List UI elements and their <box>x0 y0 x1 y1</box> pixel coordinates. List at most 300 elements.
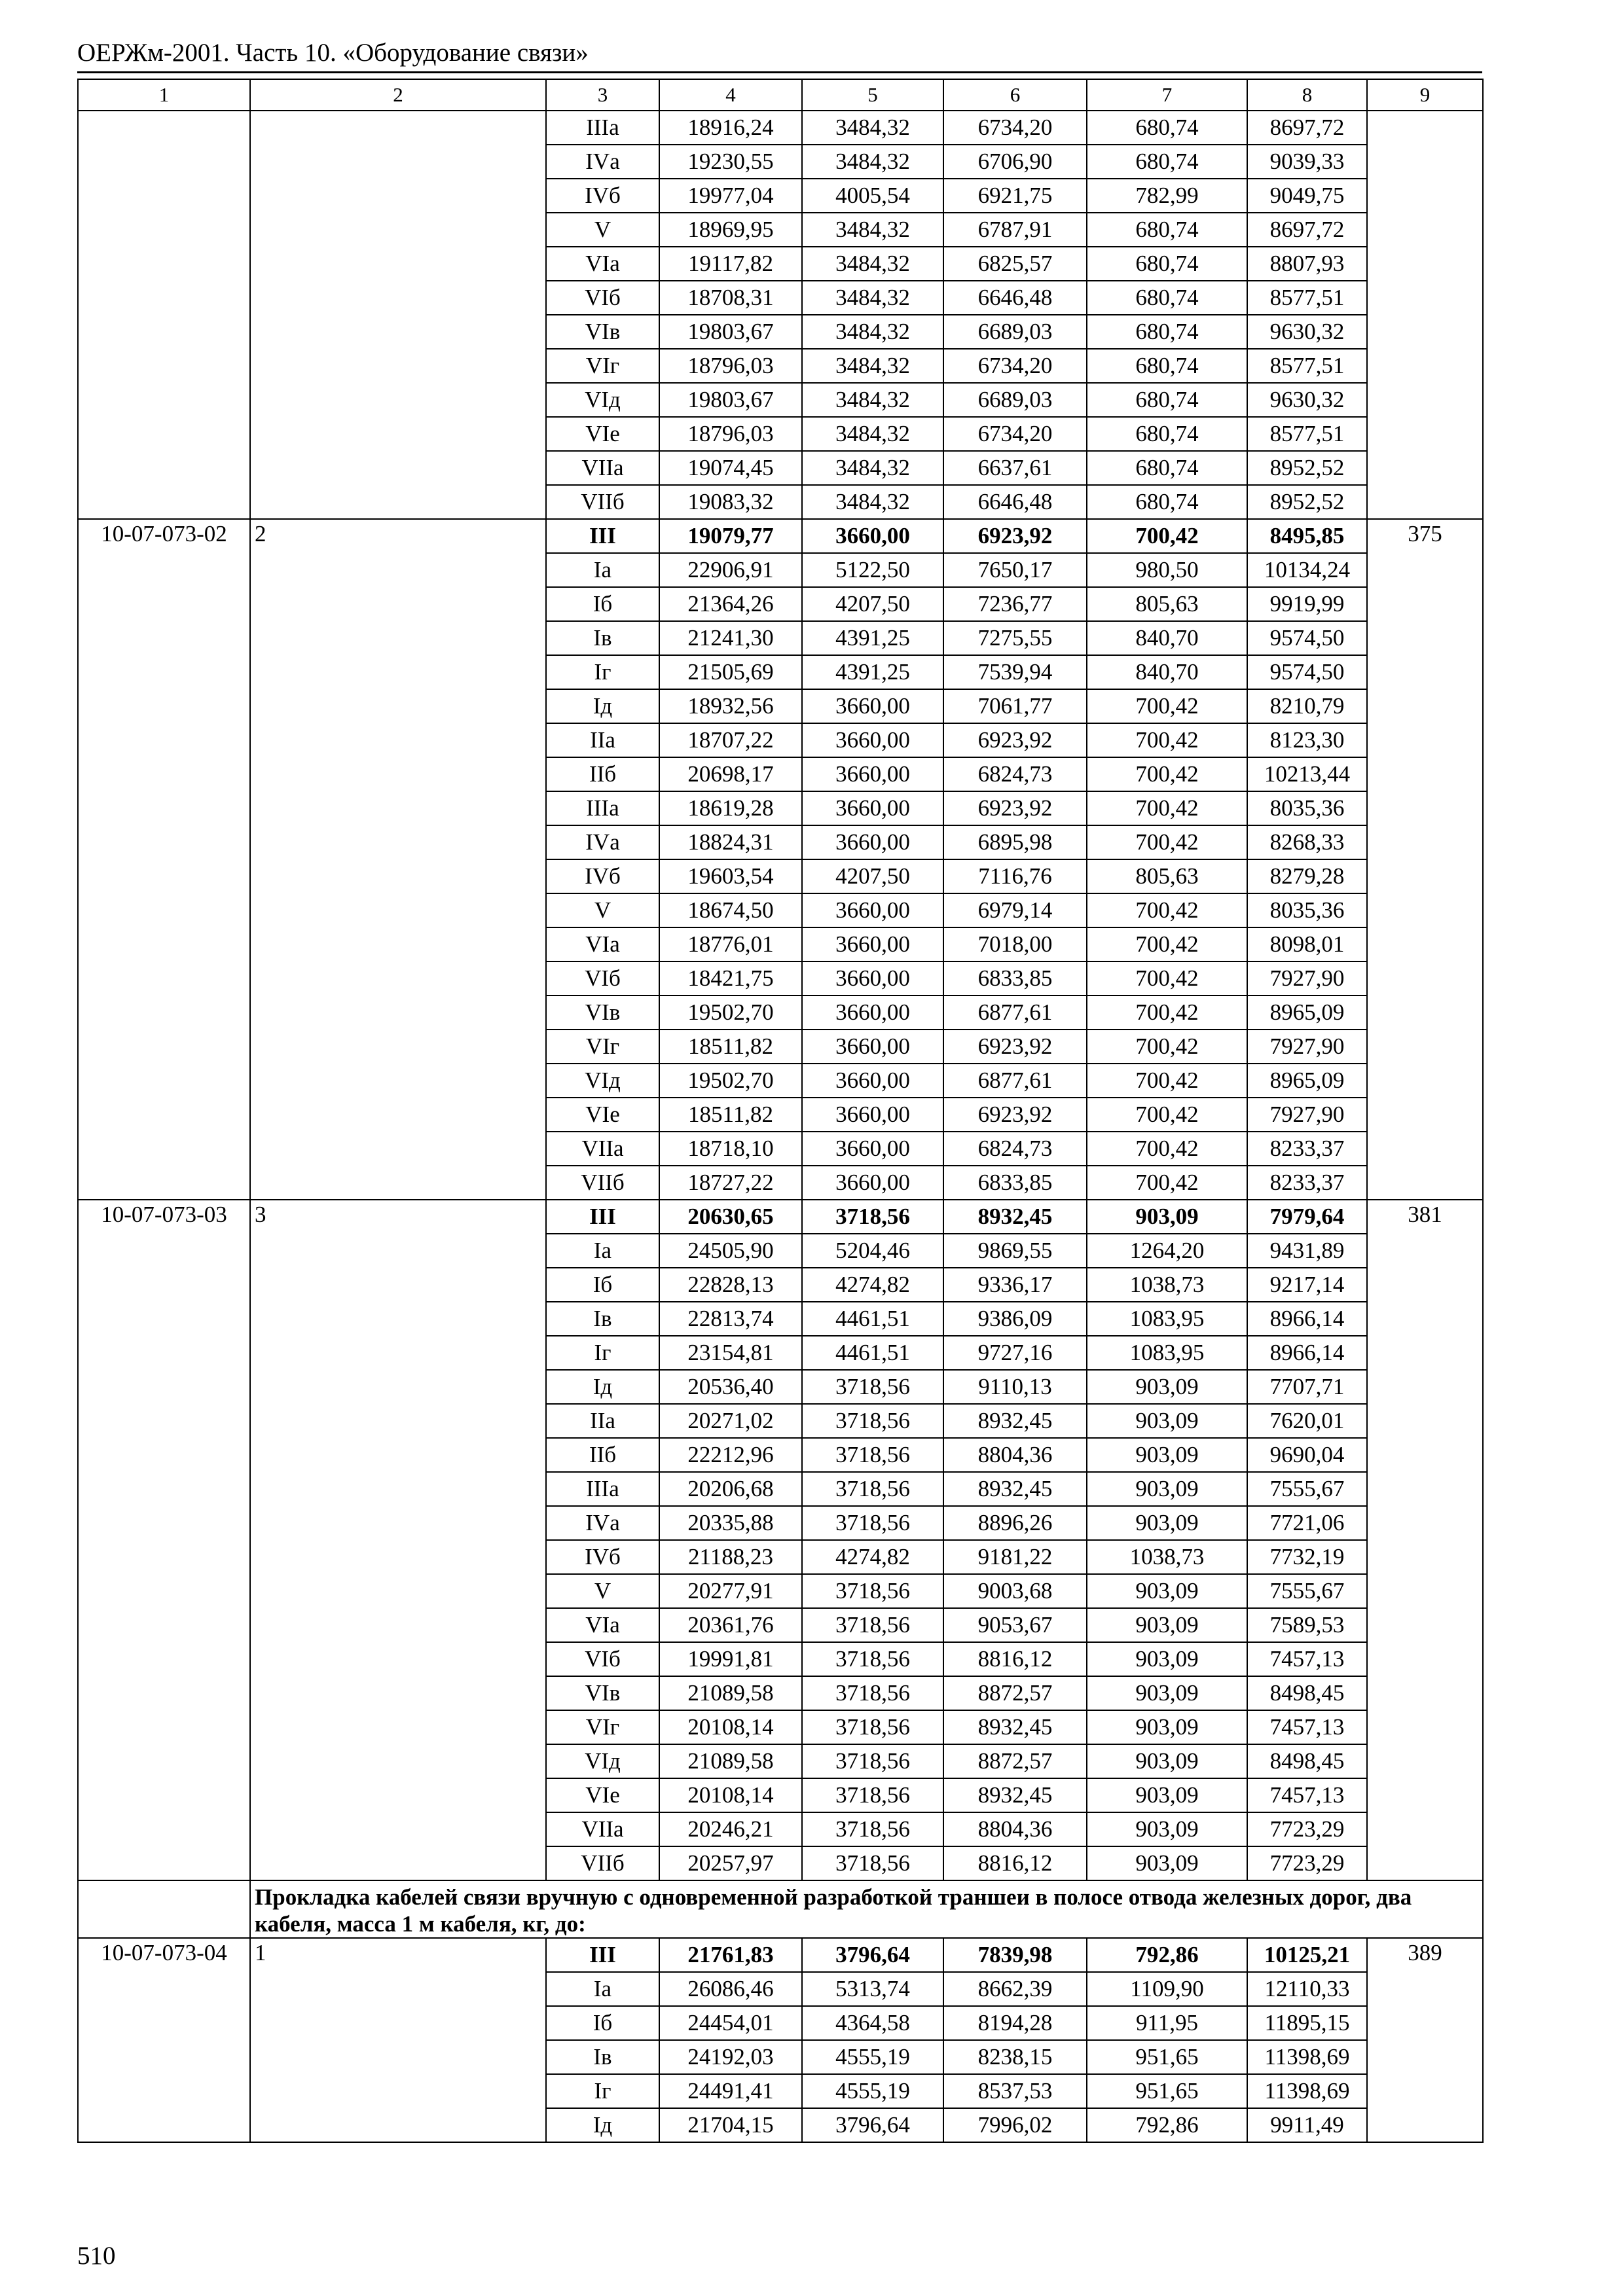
machinist-wages-cell: 700,42 <box>1087 996 1247 1030</box>
machinist-wages-cell: 700,42 <box>1087 825 1247 859</box>
zone-cell: IIIа <box>546 111 659 145</box>
total-cost-cell: 21089,58 <box>659 1744 802 1778</box>
machinist-wages-cell: 1264,20 <box>1087 1234 1247 1268</box>
machines-cell: 6921,75 <box>943 179 1087 213</box>
machinist-wages-cell: 700,42 <box>1087 1166 1247 1200</box>
parameter-cell: 3 <box>250 1200 546 1880</box>
zone-cell: IVа <box>546 145 659 179</box>
machinist-wages-cell: 700,42 <box>1087 961 1247 996</box>
materials-cell: 7723,29 <box>1247 1846 1367 1880</box>
wages-cell: 3718,56 <box>802 1370 943 1404</box>
code-cell: 10-07-073-03 <box>78 1200 250 1880</box>
total-cost-cell: 22828,13 <box>659 1268 802 1302</box>
machines-cell: 6706,90 <box>943 145 1087 179</box>
machines-cell: 8932,45 <box>943 1472 1087 1506</box>
materials-cell: 7927,90 <box>1247 961 1367 996</box>
machinist-wages-cell: 700,42 <box>1087 1132 1247 1166</box>
wages-cell: 4391,25 <box>802 621 943 655</box>
zone-cell: Iа <box>546 1972 659 2006</box>
zone-cell: VIIа <box>546 1132 659 1166</box>
machinist-wages-cell: 903,09 <box>1087 1200 1247 1234</box>
wages-cell: 3660,00 <box>802 791 943 825</box>
zone-cell: Iг <box>546 1336 659 1370</box>
materials-cell: 9690,04 <box>1247 1438 1367 1472</box>
wages-cell: 3718,56 <box>802 1710 943 1744</box>
machines-cell: 6979,14 <box>943 893 1087 927</box>
zone-cell: Iб <box>546 1268 659 1302</box>
zone-cell: VIв <box>546 1676 659 1710</box>
materials-cell: 8577,51 <box>1247 281 1367 315</box>
materials-cell: 7979,64 <box>1247 1200 1367 1234</box>
wages-cell: 4207,50 <box>802 587 943 621</box>
total-cost-cell: 24454,01 <box>659 2006 802 2040</box>
machines-cell: 9727,16 <box>943 1336 1087 1370</box>
machines-cell: 9110,13 <box>943 1370 1087 1404</box>
machines-cell: 8537,53 <box>943 2074 1087 2108</box>
total-cost-cell: 19079,77 <box>659 519 802 553</box>
zone-cell: VIIа <box>546 451 659 485</box>
zone-cell: Iг <box>546 655 659 689</box>
wages-cell: 3484,32 <box>802 315 943 349</box>
machines-cell: 6923,92 <box>943 1030 1087 1064</box>
zone-cell: IIб <box>546 1438 659 1472</box>
total-cost-cell: 21188,23 <box>659 1540 802 1574</box>
total-cost-cell: 20335,88 <box>659 1506 802 1540</box>
machinist-wages-cell: 700,42 <box>1087 893 1247 927</box>
machinist-wages-cell: 700,42 <box>1087 723 1247 757</box>
machines-cell: 7539,94 <box>943 655 1087 689</box>
machines-cell: 8872,57 <box>943 1676 1087 1710</box>
total-cost-cell: 18916,24 <box>659 111 802 145</box>
wages-cell: 3718,56 <box>802 1200 943 1234</box>
machines-cell: 6689,03 <box>943 315 1087 349</box>
total-cost-cell: 19230,55 <box>659 145 802 179</box>
zone-cell: IVб <box>546 1540 659 1574</box>
machines-cell: 6824,73 <box>943 757 1087 791</box>
machines-cell: 7839,98 <box>943 1938 1087 1972</box>
machines-cell: 8238,15 <box>943 2040 1087 2074</box>
wages-cell: 4461,51 <box>802 1302 943 1336</box>
zone-cell: VIг <box>546 1030 659 1064</box>
materials-cell: 7732,19 <box>1247 1540 1367 1574</box>
machines-cell: 8932,45 <box>943 1200 1087 1234</box>
wages-cell: 5122,50 <box>802 553 943 587</box>
materials-cell: 8495,85 <box>1247 519 1367 553</box>
materials-cell: 9630,32 <box>1247 383 1367 417</box>
machines-cell: 7650,17 <box>943 553 1087 587</box>
zone-cell: VIв <box>546 996 659 1030</box>
column-number-cell: 1 <box>78 79 250 111</box>
zone-cell: VIд <box>546 1064 659 1098</box>
column-number-cell: 8 <box>1247 79 1367 111</box>
machinist-wages-cell: 700,42 <box>1087 1098 1247 1132</box>
total-cost-cell: 18511,82 <box>659 1030 802 1064</box>
machines-cell: 7236,77 <box>943 587 1087 621</box>
machines-cell: 8872,57 <box>943 1744 1087 1778</box>
zone-cell: IVб <box>546 859 659 893</box>
materials-cell: 7620,01 <box>1247 1404 1367 1438</box>
total-cost-cell: 20271,02 <box>659 1404 802 1438</box>
machinist-wages-cell: 680,74 <box>1087 213 1247 247</box>
machines-cell: 8804,36 <box>943 1812 1087 1846</box>
wages-cell: 3484,32 <box>802 111 943 145</box>
machinist-wages-cell: 951,65 <box>1087 2040 1247 2074</box>
machinist-wages-cell: 903,09 <box>1087 1472 1247 1506</box>
zone-cell: Iг <box>546 2074 659 2108</box>
materials-cell: 7927,90 <box>1247 1098 1367 1132</box>
wages-cell: 3484,32 <box>802 349 943 383</box>
zone-cell: Iв <box>546 1302 659 1336</box>
machinist-wages-cell: 680,74 <box>1087 281 1247 315</box>
materials-cell: 9574,50 <box>1247 655 1367 689</box>
total-cost-cell: 21505,69 <box>659 655 802 689</box>
wages-cell: 4391,25 <box>802 655 943 689</box>
materials-cell: 11895,15 <box>1247 2006 1367 2040</box>
wages-cell: 5313,74 <box>802 1972 943 2006</box>
materials-cell: 8279,28 <box>1247 859 1367 893</box>
machinist-wages-cell: 903,09 <box>1087 1506 1247 1540</box>
machines-cell: 9181,22 <box>943 1540 1087 1574</box>
machines-cell: 8932,45 <box>943 1404 1087 1438</box>
wages-cell: 3484,32 <box>802 383 943 417</box>
wages-cell: 4207,50 <box>802 859 943 893</box>
machines-cell: 6734,20 <box>943 111 1087 145</box>
section-heading-row <box>78 1880 1483 1938</box>
machinist-wages-cell: 903,09 <box>1087 1710 1247 1744</box>
total-cost-cell: 19803,67 <box>659 383 802 417</box>
machines-cell: 8194,28 <box>943 2006 1087 2040</box>
table-row <box>78 111 1483 145</box>
materials-cell: 8577,51 <box>1247 349 1367 383</box>
machinist-wages-cell: 1038,73 <box>1087 1540 1247 1574</box>
zone-cell: VIа <box>546 927 659 961</box>
machines-cell: 7996,02 <box>943 2108 1087 2142</box>
materials-cell: 9911,49 <box>1247 2108 1367 2142</box>
wages-cell: 4274,82 <box>802 1540 943 1574</box>
zone-cell: IIб <box>546 757 659 791</box>
wages-cell: 3718,56 <box>802 1608 943 1642</box>
materials-cell: 7707,71 <box>1247 1370 1367 1404</box>
materials-cell: 8965,09 <box>1247 996 1367 1030</box>
zone-cell: IIIа <box>546 791 659 825</box>
machinist-wages-cell: 903,09 <box>1087 1642 1247 1676</box>
col9-cell: 381 <box>1367 1200 1483 1880</box>
wages-cell: 3660,00 <box>802 927 943 961</box>
machines-cell: 7116,76 <box>943 859 1087 893</box>
materials-cell: 11398,69 <box>1247 2074 1367 2108</box>
wages-cell: 3484,32 <box>802 213 943 247</box>
zone-cell: Iв <box>546 2040 659 2074</box>
zone-cell: IIIа <box>546 1472 659 1506</box>
zone-cell: Iб <box>546 2006 659 2040</box>
total-cost-cell: 18824,31 <box>659 825 802 859</box>
column-number-cell: 3 <box>546 79 659 111</box>
machinist-wages-cell: 792,86 <box>1087 2108 1247 2142</box>
machinist-wages-cell: 903,09 <box>1087 1404 1247 1438</box>
machines-cell: 8932,45 <box>943 1778 1087 1812</box>
wages-cell: 4274,82 <box>802 1268 943 1302</box>
col9-cell: 375 <box>1367 519 1483 1200</box>
column-number-cell: 7 <box>1087 79 1247 111</box>
column-number-cell: 6 <box>943 79 1087 111</box>
total-cost-cell: 19083,32 <box>659 485 802 519</box>
section-heading: Прокладка кабелей связи вручную с одновременной разработкой траншеи в полосе отвода железных дорог, два кабеля, масса 1 м кабеля, кг, до: <box>250 1880 1483 1938</box>
materials-cell: 7723,29 <box>1247 1812 1367 1846</box>
materials-cell: 11398,69 <box>1247 2040 1367 2074</box>
wages-cell: 3718,56 <box>802 1778 943 1812</box>
materials-cell: 8123,30 <box>1247 723 1367 757</box>
total-cost-cell: 21704,15 <box>659 2108 802 2142</box>
machinist-wages-cell: 911,95 <box>1087 2006 1247 2040</box>
table-row <box>78 1938 1483 1972</box>
column-number-row <box>78 79 1483 111</box>
machinist-wages-cell: 1109,90 <box>1087 1972 1247 2006</box>
machines-cell: 6833,85 <box>943 961 1087 996</box>
wages-cell: 3660,00 <box>802 757 943 791</box>
materials-cell: 8498,45 <box>1247 1676 1367 1710</box>
total-cost-cell: 18674,50 <box>659 893 802 927</box>
materials-cell: 8952,52 <box>1247 485 1367 519</box>
wages-cell: 3484,32 <box>802 247 943 281</box>
table-row <box>78 1200 1483 1234</box>
total-cost-cell: 21364,26 <box>659 587 802 621</box>
materials-cell: 8233,37 <box>1247 1132 1367 1166</box>
total-cost-cell: 18796,03 <box>659 349 802 383</box>
wages-cell: 3660,00 <box>802 996 943 1030</box>
materials-cell: 7555,67 <box>1247 1472 1367 1506</box>
materials-cell: 10213,44 <box>1247 757 1367 791</box>
total-cost-cell: 24491,41 <box>659 2074 802 2108</box>
machinist-wages-cell: 680,74 <box>1087 485 1247 519</box>
total-cost-cell: 18619,28 <box>659 791 802 825</box>
total-cost-cell: 22212,96 <box>659 1438 802 1472</box>
wages-cell: 3796,64 <box>802 2108 943 2142</box>
total-cost-cell: 20698,17 <box>659 757 802 791</box>
machines-cell: 7275,55 <box>943 621 1087 655</box>
header-rule <box>77 71 1482 73</box>
wages-cell: 3796,64 <box>802 1938 943 1972</box>
zone-cell: VIIа <box>546 1812 659 1846</box>
total-cost-cell: 19803,67 <box>659 315 802 349</box>
zone-cell: VIб <box>546 961 659 996</box>
total-cost-cell: 20361,76 <box>659 1608 802 1642</box>
materials-cell: 7589,53 <box>1247 1608 1367 1642</box>
total-cost-cell: 18932,56 <box>659 689 802 723</box>
materials-cell: 8697,72 <box>1247 213 1367 247</box>
machines-cell: 6923,92 <box>943 519 1087 553</box>
machinist-wages-cell: 1083,95 <box>1087 1336 1247 1370</box>
zone-cell: Iд <box>546 689 659 723</box>
zone-cell: Iа <box>546 553 659 587</box>
materials-cell: 7457,13 <box>1247 1642 1367 1676</box>
wages-cell: 5204,46 <box>802 1234 943 1268</box>
materials-cell: 8807,93 <box>1247 247 1367 281</box>
machinist-wages-cell: 903,09 <box>1087 1676 1247 1710</box>
machines-cell: 6824,73 <box>943 1132 1087 1166</box>
total-cost-cell: 20630,65 <box>659 1200 802 1234</box>
machinist-wages-cell: 700,42 <box>1087 519 1247 553</box>
machines-cell: 8804,36 <box>943 1438 1087 1472</box>
wages-cell: 3718,56 <box>802 1676 943 1710</box>
machinist-wages-cell: 700,42 <box>1087 927 1247 961</box>
materials-cell: 7721,06 <box>1247 1506 1367 1540</box>
total-cost-cell: 19074,45 <box>659 451 802 485</box>
machinist-wages-cell: 903,09 <box>1087 1778 1247 1812</box>
wages-cell: 3660,00 <box>802 723 943 757</box>
materials-cell: 8035,36 <box>1247 791 1367 825</box>
zone-cell: VIIб <box>546 1166 659 1200</box>
machinist-wages-cell: 903,09 <box>1087 1846 1247 1880</box>
machines-cell: 6923,92 <box>943 791 1087 825</box>
machines-cell: 6646,48 <box>943 281 1087 315</box>
machines-cell: 6923,92 <box>943 723 1087 757</box>
zone-cell: IIа <box>546 723 659 757</box>
wages-cell: 3718,56 <box>802 1846 943 1880</box>
total-cost-cell: 26086,46 <box>659 1972 802 2006</box>
wages-cell: 3660,00 <box>802 519 943 553</box>
total-cost-cell: 18718,10 <box>659 1132 802 1166</box>
zone-cell: VIа <box>546 1608 659 1642</box>
machines-cell: 8896,26 <box>943 1506 1087 1540</box>
materials-cell: 9217,14 <box>1247 1268 1367 1302</box>
page-header: ОЕРЖм-2001. Часть 10. «Оборудование связи» <box>77 39 589 67</box>
zone-cell: VIIб <box>546 485 659 519</box>
wages-cell: 3660,00 <box>802 689 943 723</box>
zone-cell: V <box>546 1574 659 1608</box>
total-cost-cell: 21761,83 <box>659 1938 802 1972</box>
machines-cell: 8816,12 <box>943 1846 1087 1880</box>
total-cost-cell: 18796,03 <box>659 417 802 451</box>
zone-cell: III <box>546 1200 659 1234</box>
materials-cell: 8268,33 <box>1247 825 1367 859</box>
wages-cell: 3718,56 <box>802 1574 943 1608</box>
wages-cell: 3660,00 <box>802 961 943 996</box>
machinist-wages-cell: 680,74 <box>1087 383 1247 417</box>
zone-cell: VIг <box>546 1710 659 1744</box>
materials-cell: 8952,52 <box>1247 451 1367 485</box>
total-cost-cell: 18776,01 <box>659 927 802 961</box>
machinist-wages-cell: 680,74 <box>1087 247 1247 281</box>
total-cost-cell: 24192,03 <box>659 2040 802 2074</box>
zone-cell: VIе <box>546 417 659 451</box>
machines-cell: 6734,20 <box>943 349 1087 383</box>
machines-cell: 6923,92 <box>943 1098 1087 1132</box>
zone-cell: VIб <box>546 281 659 315</box>
wages-cell: 3484,32 <box>802 417 943 451</box>
machinist-wages-cell: 680,74 <box>1087 315 1247 349</box>
code-cell: 10-07-073-04 <box>78 1938 250 2142</box>
zone-cell: Iд <box>546 1370 659 1404</box>
total-cost-cell: 18511,82 <box>659 1098 802 1132</box>
machines-cell: 6877,61 <box>943 996 1087 1030</box>
machinist-wages-cell: 782,99 <box>1087 179 1247 213</box>
machinist-wages-cell: 903,09 <box>1087 1574 1247 1608</box>
machines-cell: 6825,57 <box>943 247 1087 281</box>
zone-cell: VIв <box>546 315 659 349</box>
zone-cell: VIг <box>546 349 659 383</box>
total-cost-cell: 19991,81 <box>659 1642 802 1676</box>
machines-cell: 9386,09 <box>943 1302 1087 1336</box>
zone-cell: IVб <box>546 179 659 213</box>
materials-cell: 12110,33 <box>1247 1972 1367 2006</box>
column-number-cell: 4 <box>659 79 802 111</box>
wages-cell: 3718,56 <box>802 1744 943 1778</box>
total-cost-cell: 18969,95 <box>659 213 802 247</box>
machines-cell: 6689,03 <box>943 383 1087 417</box>
wages-cell: 3484,32 <box>802 145 943 179</box>
wages-cell: 3718,56 <box>802 1812 943 1846</box>
materials-cell: 9431,89 <box>1247 1234 1367 1268</box>
total-cost-cell: 21089,58 <box>659 1676 802 1710</box>
total-cost-cell: 20206,68 <box>659 1472 802 1506</box>
machines-cell: 7018,00 <box>943 927 1087 961</box>
machinist-wages-cell: 805,63 <box>1087 859 1247 893</box>
zone-cell: V <box>546 213 659 247</box>
total-cost-cell: 24505,90 <box>659 1234 802 1268</box>
zone-cell: VIб <box>546 1642 659 1676</box>
total-cost-cell: 21241,30 <box>659 621 802 655</box>
wages-cell: 3484,32 <box>802 281 943 315</box>
materials-cell: 8498,45 <box>1247 1744 1367 1778</box>
total-cost-cell: 19603,54 <box>659 859 802 893</box>
wages-cell: 3718,56 <box>802 1472 943 1506</box>
materials-cell: 8965,09 <box>1247 1064 1367 1098</box>
machines-cell: 6787,91 <box>943 213 1087 247</box>
materials-cell: 8966,14 <box>1247 1302 1367 1336</box>
total-cost-cell: 19502,70 <box>659 1064 802 1098</box>
zone-cell: IIа <box>546 1404 659 1438</box>
total-cost-cell: 19502,70 <box>659 996 802 1030</box>
parameter-cell: 1 <box>250 1938 546 2142</box>
machines-cell: 6877,61 <box>943 1064 1087 1098</box>
materials-cell: 8233,37 <box>1247 1166 1367 1200</box>
machinist-wages-cell: 903,09 <box>1087 1370 1247 1404</box>
materials-cell: 10125,21 <box>1247 1938 1367 1972</box>
machines-cell: 9053,67 <box>943 1608 1087 1642</box>
machinist-wages-cell: 792,86 <box>1087 1938 1247 1972</box>
machinist-wages-cell: 680,74 <box>1087 417 1247 451</box>
total-cost-cell: 22906,91 <box>659 553 802 587</box>
zone-cell: III <box>546 1938 659 1972</box>
machines-cell: 8932,45 <box>943 1710 1087 1744</box>
machinist-wages-cell: 700,42 <box>1087 1064 1247 1098</box>
materials-cell: 7927,90 <box>1247 1030 1367 1064</box>
materials-cell: 9630,32 <box>1247 315 1367 349</box>
machinist-wages-cell: 1083,95 <box>1087 1302 1247 1336</box>
machinist-wages-cell: 680,74 <box>1087 451 1247 485</box>
total-cost-cell: 20108,14 <box>659 1778 802 1812</box>
wages-cell: 3718,56 <box>802 1642 943 1676</box>
machinist-wages-cell: 805,63 <box>1087 587 1247 621</box>
materials-cell: 9919,99 <box>1247 587 1367 621</box>
parameter-cell <box>250 111 546 519</box>
total-cost-cell: 20277,91 <box>659 1574 802 1608</box>
total-cost-cell: 18708,31 <box>659 281 802 315</box>
materials-cell: 8966,14 <box>1247 1336 1367 1370</box>
machinist-wages-cell: 700,42 <box>1087 689 1247 723</box>
zone-cell: VIд <box>546 1744 659 1778</box>
total-cost-cell: 23154,81 <box>659 1336 802 1370</box>
zone-cell: IVа <box>546 825 659 859</box>
materials-cell: 9039,33 <box>1247 145 1367 179</box>
total-cost-cell: 20246,21 <box>659 1812 802 1846</box>
machinist-wages-cell: 700,42 <box>1087 791 1247 825</box>
machinist-wages-cell: 840,70 <box>1087 621 1247 655</box>
wages-cell: 3660,00 <box>802 1098 943 1132</box>
total-cost-cell: 20257,97 <box>659 1846 802 1880</box>
page-number: 510 <box>77 2242 116 2270</box>
column-number-cell: 5 <box>802 79 943 111</box>
